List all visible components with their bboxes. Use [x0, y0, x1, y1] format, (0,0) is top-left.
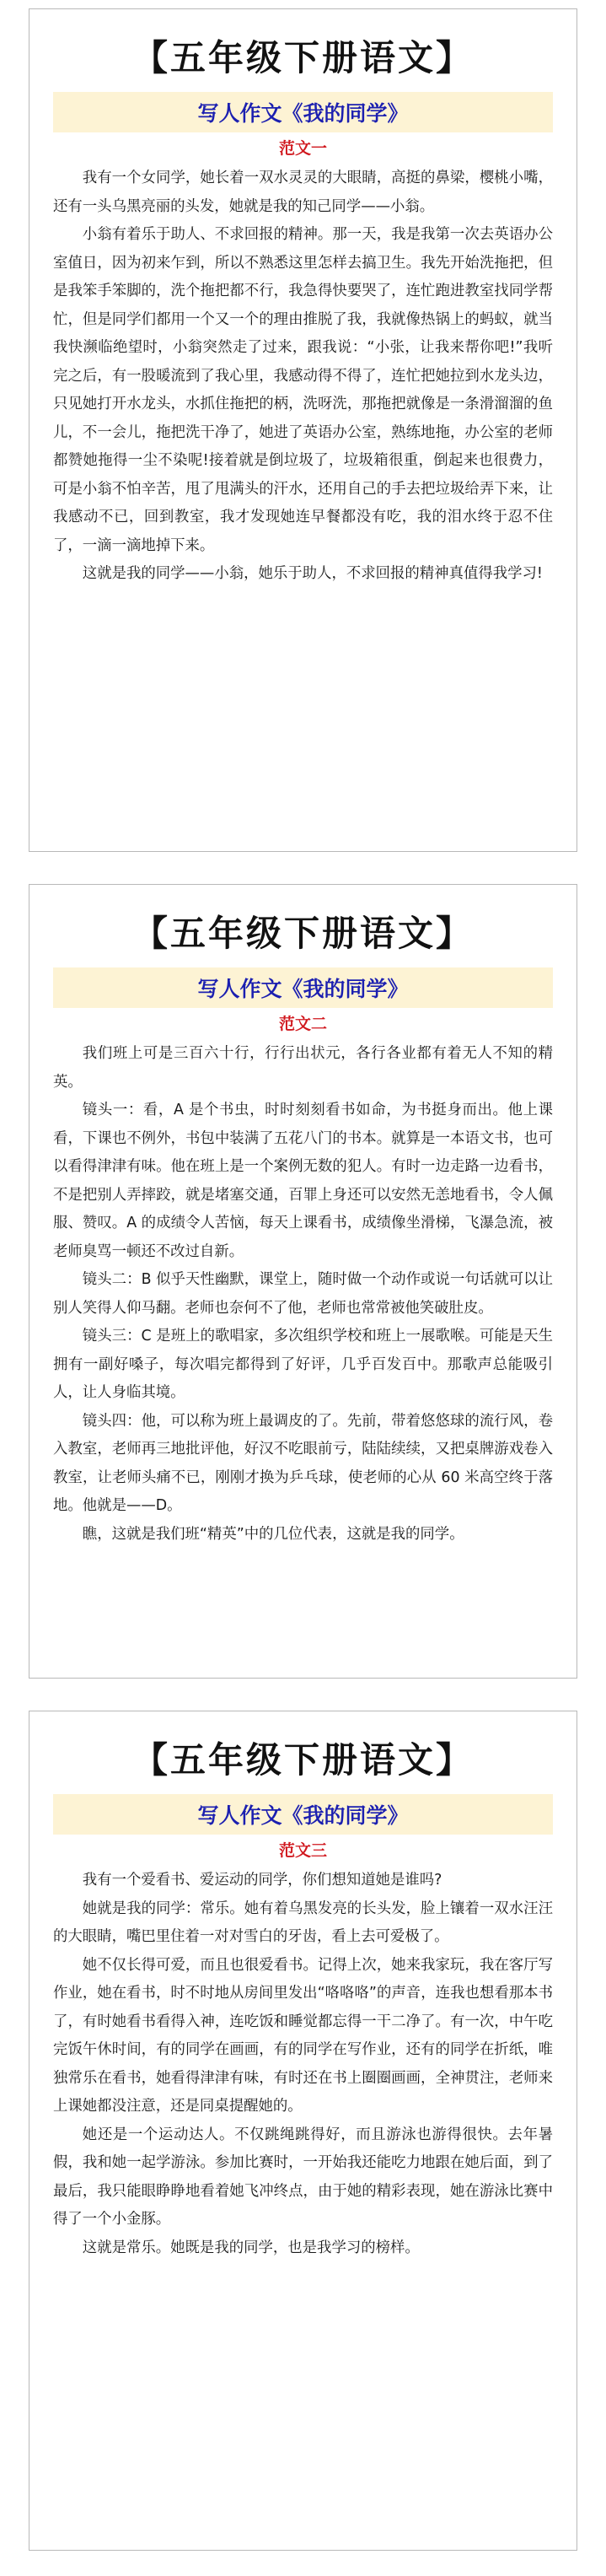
essay-label: 范文二 [278, 1015, 327, 1033]
essay-body [29, 1037, 577, 1549]
subtitle-band [53, 967, 553, 1008]
paragraph: 这就是我的同学——小翁，她乐于助人，不求回报的精神真值得我学习! [82, 565, 543, 582]
paragraph: 我有一个爱看书、爱运动的同学，你们想知道她是谁吗? [82, 1872, 442, 1889]
essay-subtitle: 写人作文《我的同学》 [197, 1803, 409, 1828]
essay-body [29, 161, 577, 589]
essay-card-2 [29, 884, 577, 1679]
paragraph: 小翁有着乐于助人、不求回报的精神。那一天，我是我第一次去英语办公室值日，因为初来乍到，所以不熟悉这里怎样去搞卫生。我先开始洗拖把，但是我笨手笨脚的，洗个拖把都不行，我急得快要哭了，连忙跑进教室找同学帮忙，但是同学们都用一个又一个的理由推脱了我，我就像热锅上的蚂蚁，就当我快濒临绝望时，小翁突然走了过来，跟我说：“小张，让我来帮你吧!”我听完之后，有一股暖流到了我心里，我感动得不得了，连忙把她拉到水龙头边，只见她打开水龙头，水抓住拖把的柄，洗呀洗，那拖把就像是一条滑溜溜的鱼儿，不一会儿，拖把洗干净了，她进了英语办公室，熟练地拖，办公室的老师都赞她拖得一尘不染呢!接着就是倒垃圾了，垃圾箱很重，倒起来也很费力，可是小翁不怕辛苦，甩了甩满头的汗水，还用自己的手去把垃圾给弄下来，让我感动不已，回到教室，我才发现她连早餐都没有吃，我的泪水终于忍不住了，一滴一滴地掉下来。 [53, 226, 553, 554]
essay-body [29, 1863, 577, 2262]
essay-subtitle: 写人作文《我的同学》 [197, 101, 409, 126]
grade-header: 【五年级下册语文】 [131, 37, 474, 78]
paragraph: 她不仅长得可爱，而且也很爱看书。记得上次，她来我家玩，我在客厅写作业，她在看书，时不时地从房间里发出“咯咯咯”的声音，连我也想看那本书了，有时她看书看得入神，连吃饭和睡觉都忘得一干二净了。有一次，中午吃完饭午休时间，有的同学在画画，有的同学在写作业，还有的同学在折纸，唯独常乐在看书，她看得津津有味，有时还在书上圈圈画画，全神贯注，老师来上课她都没注意，还是同桌提醒她的。 [53, 1956, 553, 2115]
paragraph: 这就是常乐。她既是我的同学，也是我学习的榜样。 [82, 2239, 420, 2256]
subtitle-band [53, 92, 553, 132]
essay-label: 范文一 [278, 139, 327, 158]
paragraph: 瞧，这就是我们班“精英”中的几位代表，这就是我的同学。 [82, 1525, 464, 1543]
paragraph: 她还是一个运动达人。不仅跳绳跳得好，而且游泳也游得很快。去年暑假，我和她一起学游泳。参加比赛时，一开始我还能吃力地跟在她后面，到了最后，我只能眼睁睁地看着她飞冲终点，由于她的精彩表现，她在游泳比赛中得了一个小金豚。 [53, 2126, 553, 2228]
paragraph: 镜头一：看，A 是个书虫，时时刻刻看书如命，为书挺身而出。他上课看，下课也不例外，书包中装满了五花八门的书本。就算是一本语文书，也可以看得津津有味。他在班上是一个案例无数的犯人。有时一边走路一边看书，不是把别人弄摔跤，就是堵塞交通，百罪上身还可以安然无恙地看书，令人佩服、赞叹。A 的成绩令人苦恼，每天上课看书，成绩像坐滑梯，飞瀑急流，被老师臭骂一顿还不改过自新。 [53, 1102, 553, 1260]
paragraph: 镜头二：B 似乎天性幽默，课堂上，随时做一个动作或说一句话就可以让别人笑得人仰马翻。老师也奈何不了他，老师也常常被他笑破肚皮。 [53, 1271, 553, 1317]
essay-subtitle: 写人作文《我的同学》 [197, 977, 409, 1001]
paragraph: 她就是我的同学：常乐。她有着乌黑发亮的长头发，脸上镶着一双水汪汪的大眼睛，嘴巴里住着一对对雪白的牙齿，看上去可爱极了。 [53, 1900, 553, 1945]
paragraph: 我有一个女同学，她长着一双水灵灵的大眼睛，高挺的鼻梁，樱桃小嘴，还有一头乌黑亮丽的头发，她就是我的知己同学——小翁。 [53, 170, 553, 215]
subtitle-band [53, 1794, 553, 1835]
essay-card-3 [29, 1711, 577, 2551]
paragraph: 镜头三：C 是班上的歌唱家，多次组织学校和班上一展歌喉。可能是天生拥有一副好嗓子，每次唱完都得到了好评，几乎百发百中。那歌声总能吸引人，让人身临其境。 [53, 1328, 553, 1401]
paragraph: 我们班上可是三百六十行，行行出状元，各行各业都有着无人不知的精英。 [53, 1045, 553, 1091]
essay-card-1 [29, 8, 577, 852]
paragraph: 镜头四：他，可以称为班上最调皮的了。先前，带着悠悠球的流行风，卷入教室，老师再三地批评他，好汉不吃眼前亏，陆陆续续，又把桌牌游戏卷入教室，让老师头痛不已，刚刚才换为乒乓球，使老师的心从 60 米高空终于落地。他就是——D。 [53, 1412, 553, 1514]
grade-header: 【五年级下册语文】 [131, 913, 474, 954]
essay-label: 范文三 [278, 1841, 327, 1860]
grade-header: 【五年级下册语文】 [131, 1739, 474, 1781]
